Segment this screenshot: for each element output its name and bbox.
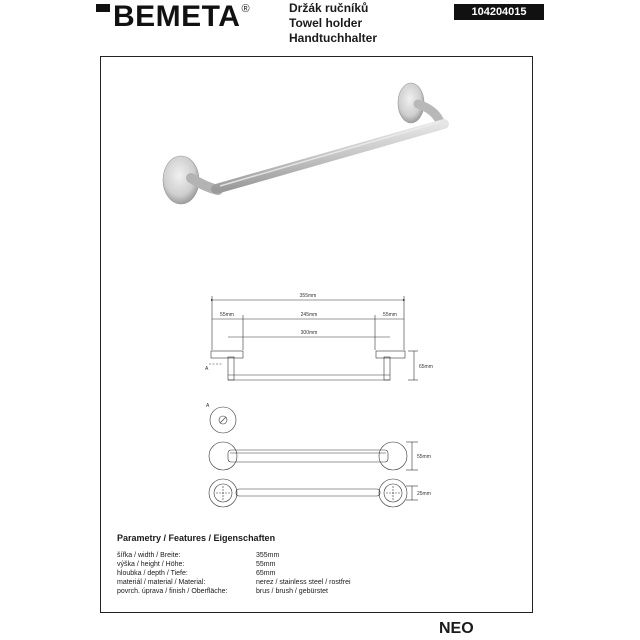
title-czech: Držák ručníků [289, 1, 369, 15]
model-name: NEO [439, 620, 474, 637]
bottom-view [209, 479, 418, 507]
spec-row-depth [117, 569, 351, 578]
title-german: Handtuchhalter [289, 31, 378, 45]
top-view [209, 442, 418, 470]
spec-value: 65mm [256, 570, 276, 577]
dim-depth: 55mm [417, 454, 431, 460]
section-detail [210, 407, 236, 433]
dim-height: 65mm [419, 364, 433, 370]
spec-row-width [117, 551, 351, 560]
spec-row-material [117, 578, 351, 587]
front-elevation [209, 296, 418, 380]
dim-center: 245mm [300, 312, 318, 318]
registered-mark: ® [241, 3, 250, 15]
features-table [117, 551, 351, 596]
brand-name: BEMETA [113, 0, 241, 33]
product-photo [163, 83, 444, 204]
section-label-a-detail: A [206, 403, 210, 409]
spec-label: šířka / width / Breite: [117, 552, 181, 559]
spec-label: povrch. úprava / finish / Oberfläche: [117, 588, 228, 595]
spec-row-height [117, 560, 351, 569]
dim-bar-length: 300mm [300, 330, 318, 336]
dim-rosette: 25mm [417, 491, 431, 497]
spec-value: 55mm [256, 561, 276, 568]
dim-left-offset: 55mm [220, 312, 234, 318]
dim-total-width: 355mm [299, 293, 317, 299]
section-label-a: A [205, 366, 209, 372]
spec-value: 355mm [256, 552, 280, 559]
product-code: 104204015 [454, 4, 544, 20]
spec-value: nerez / stainless steel / rostfrei [256, 579, 351, 586]
spec-label: hloubka / depth / Tiefe: [117, 570, 188, 577]
title-english: Towel holder [289, 16, 363, 30]
features-title: Parametry / Features / Eigenschaften [117, 533, 276, 543]
spec-label: materiál / material / Material: [117, 579, 206, 586]
spec-label: výška / height / Höhe: [117, 561, 185, 568]
spec-row-finish [117, 587, 351, 596]
dim-right-offset: 55mm [383, 312, 397, 318]
spec-value: brus / brush / gebürstet [256, 588, 328, 595]
